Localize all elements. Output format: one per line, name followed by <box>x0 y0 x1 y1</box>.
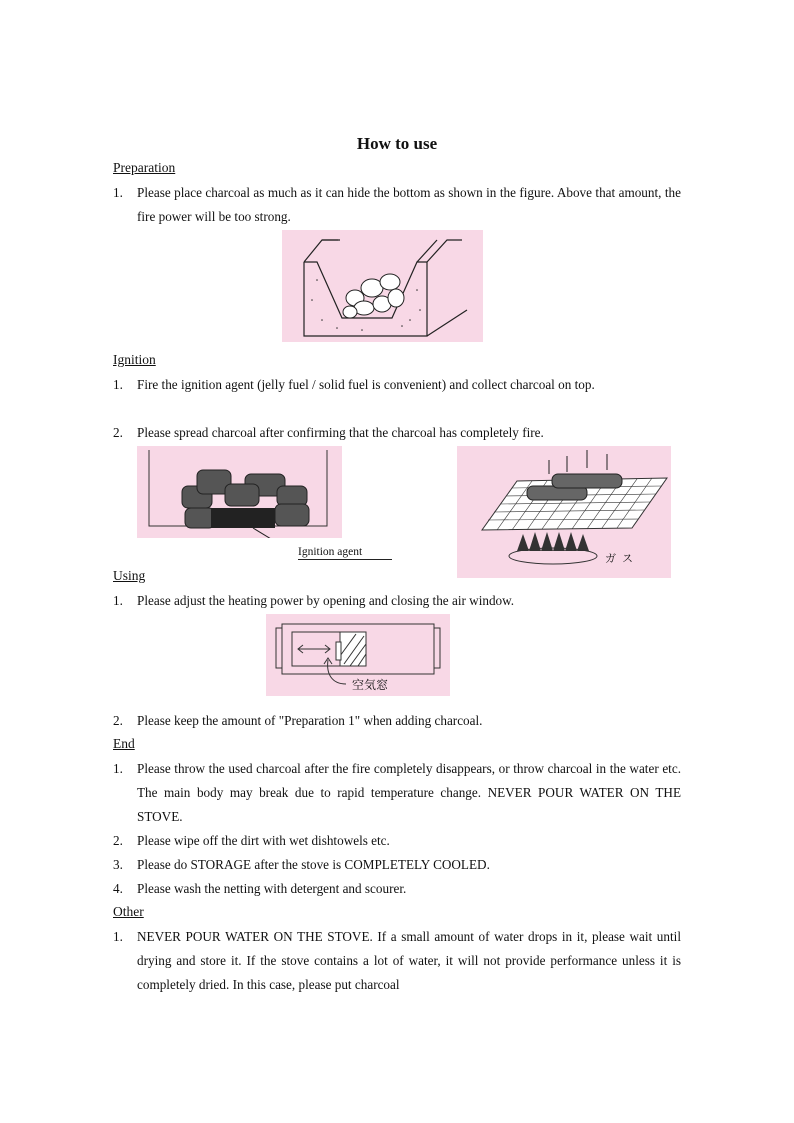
list-item <box>113 589 681 613</box>
item-text: Please wash the netting with detergent and scourer. <box>137 881 407 896</box>
item-number: 3. <box>113 857 123 872</box>
charcoal-trough-illustration <box>282 230 483 342</box>
figure-air-window <box>266 614 450 696</box>
figure-ignition-agent <box>137 446 342 538</box>
item-number: 4. <box>113 881 123 896</box>
figure-grill-gas <box>457 446 671 578</box>
item-text: Please keep the amount of "Preparation 1" when adding charcoal. <box>137 713 483 728</box>
list-item <box>113 181 681 229</box>
charcoal-pile-illustration <box>137 446 342 538</box>
item-number: 2. <box>113 713 123 728</box>
item-text: NEVER POUR WATER ON THE STOVE. If a small amount of water drops in it, please wait until drying and store it. If the stove contains a lot of water, it will not provide performance unless it is completely dried. In this case, please put charcoal <box>137 929 681 992</box>
item-text: Please adjust the heating power by opening and closing the air window. <box>137 593 515 608</box>
item-number: 1. <box>113 185 123 200</box>
item-text: Please do STORAGE after the stove is COMPLETELY COOLED. <box>137 857 490 872</box>
item-number: 2. <box>113 425 123 440</box>
item-number: 1. <box>113 377 123 392</box>
item-text: Fire the ignition agent (jelly fuel / solid fuel is convenient) and collect charcoal on top. <box>137 377 595 392</box>
air-window-label: 空気窓 <box>352 678 389 692</box>
item-text: Please spread charcoal after confirming that the charcoal has completely fire. <box>137 425 544 440</box>
item-number: 1. <box>113 761 123 776</box>
list-item <box>113 757 681 829</box>
section-heading-preparation: Preparation <box>113 160 176 175</box>
item-number: 1. <box>113 593 123 608</box>
list-item <box>113 853 681 877</box>
gas-label: ガス <box>605 552 639 565</box>
section-heading-end: End <box>113 736 135 751</box>
item-number: 2. <box>113 833 123 848</box>
section-heading-using: Using <box>113 568 146 583</box>
item-text: Please place charcoal as much as it can hide the bottom as shown in the figure. Above that amount, the fire power will be too strong. <box>137 185 681 224</box>
section-heading-other: Other <box>113 904 144 919</box>
section-heading-ignition: Ignition <box>113 352 156 367</box>
list-item <box>113 877 681 901</box>
list-item <box>113 421 681 445</box>
figure-charcoal-placement <box>282 230 483 342</box>
list-item <box>113 373 681 397</box>
item-text: Please wipe off the dirt with wet dishtowels etc. <box>137 833 390 848</box>
page-title: How to use <box>356 134 438 153</box>
callout-ignition-agent: Ignition agent <box>298 546 392 560</box>
item-number: 1. <box>113 929 123 944</box>
list-item <box>113 925 681 997</box>
list-item <box>113 829 681 853</box>
item-text: Please throw the used charcoal after the fire completely disappears, or throw charcoal in the water etc. The main body may break due to rapid temperature change. NEVER POUR WATER ON THE STOVE. <box>137 761 681 824</box>
list-item <box>113 709 681 733</box>
